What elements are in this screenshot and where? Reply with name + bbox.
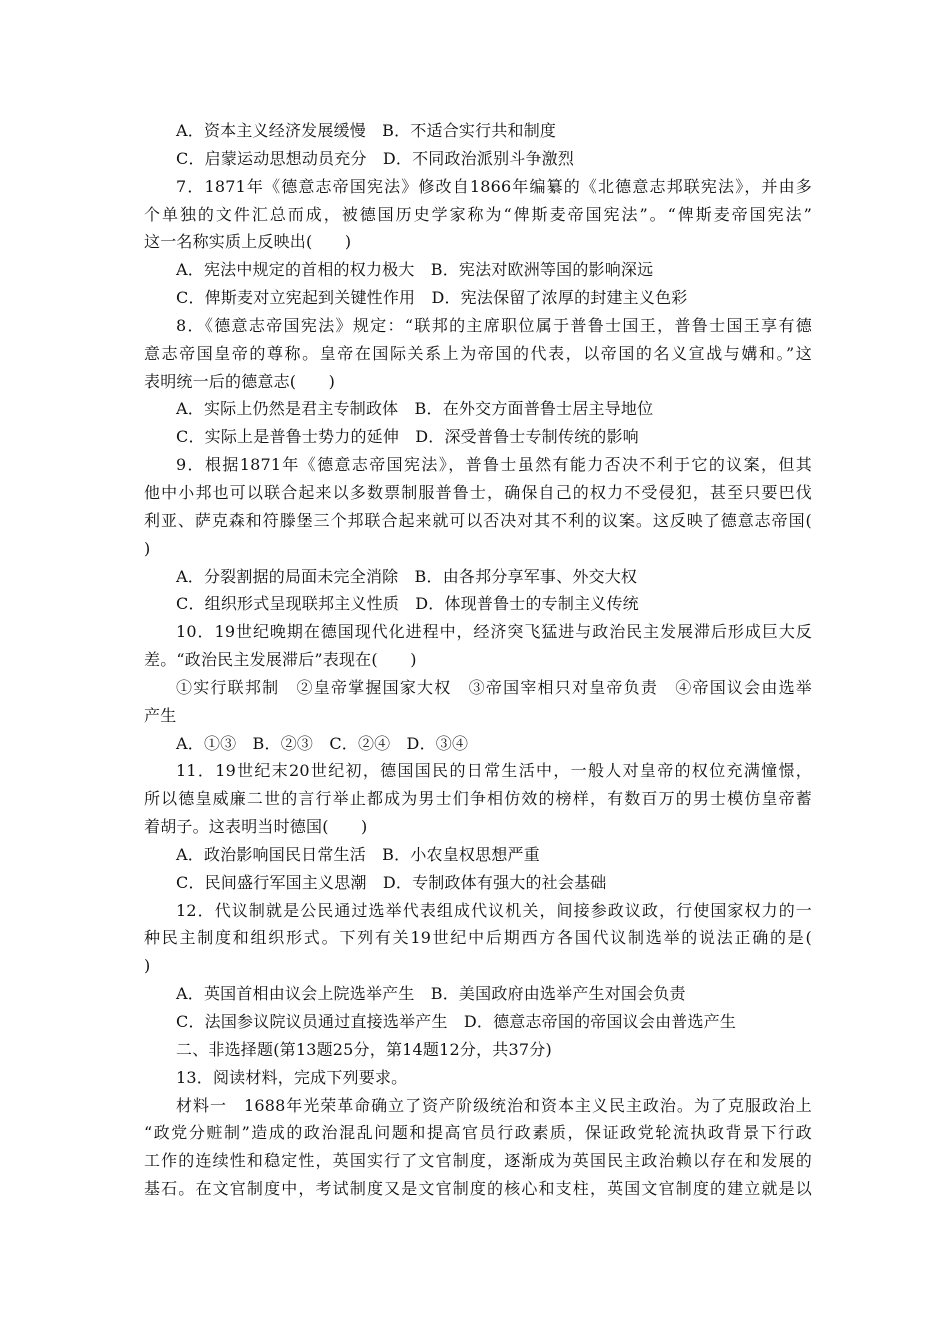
material-paragraph: 工作的连续性和稳定性，英国实行了文官制度，逐渐成为英国民主政治赖以存在和发展的 — [144, 1151, 812, 1171]
question-10-statements: ①实行联邦制 ②皇帝掌握国家大权 ③帝国宰相只对皇帝负责 ④帝国议会由选举 — [176, 677, 812, 697]
question-7-text: 这一名称实质上反映出( ) — [144, 232, 352, 252]
question-13-prompt: 13．阅读材料，完成下列要求。 — [176, 1067, 408, 1087]
option-line-c-d: C．组织形式呈现联邦主义性质 D．体现普鲁士的专制主义传统 — [176, 594, 639, 614]
question-11-text: 所以德皇威廉二世的言行举止都成为男士们争相仿效的榜样，有数百万的男士模仿皇帝蓄 — [144, 789, 812, 809]
question-11-text: 11．19世纪末20世纪初，德国国民的日常生活中，一般人对皇帝的权位充满憧憬， — [176, 761, 812, 781]
material-paragraph: “政党分赃制”造成的政治混乱问题和提高官员行政素质，保证政党轮流执政背景下行政 — [144, 1123, 812, 1143]
question-8-text: 意志帝国皇帝的尊称。皇帝在国际关系上为帝国的代表，以帝国的名义宣战与媾和。”这 — [144, 343, 812, 363]
option-line-a-b: A．政治影响国民日常生活 B．小农皇权思想严重 — [176, 844, 540, 864]
section-heading: 二、非选择题(第13题25分，第14题12分，共37分) — [176, 1039, 552, 1059]
question-9-text: 9．根据1871年《德意志帝国宪法》，普鲁士虽然有能力否决不利于它的议案，但其 — [176, 455, 812, 475]
question-9-text: ) — [144, 538, 151, 558]
option-line-a-b: A．资本主义经济发展缓慢 B．不适合实行共和制度 — [176, 121, 557, 140]
question-10-text: 10．19世纪晚期在德国现代化进程中，经济突飞猛进与政治民主发展滞后形成巨大反 — [176, 622, 812, 642]
question-7-text: 7．1871年《德意志帝国宪法》修改自1866年编纂的《北德意志邦联宪法》，并由多 — [176, 176, 812, 196]
question-12-text: ) — [144, 956, 151, 976]
question-9-text: 利亚、萨克森和符滕堡三个邦联合起来就可以否决对其不利的议案。这反映了德意志帝国( — [144, 510, 812, 530]
option-line-a-b: A．英国首相由议会上院选举产生 B．美国政府由选举产生对国会负责 — [176, 984, 686, 1004]
question-12-text: 12．代议制就是公民通过选举代表组成代议机关，间接参政议政，行使国家权力的一 — [176, 900, 812, 920]
question-8-text: 8．《德意志帝国宪法》规定：“联邦的主席职位属于普鲁士国王，普鲁士国王享有德 — [176, 315, 812, 335]
material-paragraph: 材料一 1688年光荣革命确立了资产阶级统治和资本主义民主政治。为了克服政治上 — [176, 1095, 812, 1115]
option-line-c-d: C．启蒙运动思想动员充分 D．不同政治派别斗争激烈 — [176, 148, 575, 168]
option-line-c-d: C．俾斯麦对立宪起到关键性作用 D．宪法保留了浓厚的封建主义色彩 — [176, 288, 688, 308]
exam-page-content — [144, 117, 812, 1203]
question-12-text: 种民主制度和组织形式。下列有关19世纪中后期西方各国代议制选举的说法正确的是( — [144, 928, 812, 948]
question-8-text: 表明统一后的德意志( ) — [144, 371, 336, 391]
question-11-text: 着胡子。这表明当时德国( ) — [144, 817, 368, 837]
question-10-statements: 产生 — [144, 705, 177, 725]
question-10-text: 差。“政治民主发展滞后”表现在( ) — [144, 650, 417, 670]
question-9-text: 他中小邦也可以联合起来以多数票制服普鲁士，确保自己的权力不受侵犯，甚至只要巴伐 — [144, 482, 812, 502]
option-line-c-d: C．实际上是普鲁士势力的延伸 D．深受普鲁士专制传统的影响 — [176, 427, 639, 447]
option-line-a-b: A．实际上仍然是君主专制政体 B．在外交方面普鲁士居主导地位 — [176, 399, 654, 419]
option-line-c-d: C．民间盛行军国主义思潮 D．专制政体有强大的社会基础 — [176, 872, 607, 892]
option-line-a-d: A．①③ B．②③ C．②④ D．③④ — [176, 733, 469, 753]
question-7-text: 个单独的文件汇总而成，被德国历史学家称为“俾斯麦帝国宪法”。“俾斯麦帝国宪法” — [144, 204, 812, 224]
option-line-a-b: A．分裂割据的局面未完全消除 B．由各邦分享军事、外交大权 — [176, 566, 638, 586]
material-paragraph: 基石。在文官制度中，考试制度又是文官制度的核心和支柱，英国文官制度的建立就是以 — [144, 1179, 812, 1199]
option-line-a-b: A．宪法中规定的首相的权力极大 B．宪法对欧洲等国的影响深远 — [176, 260, 654, 280]
option-line-c-d: C．法国参议院议员通过直接选举产生 D．德意志帝国的帝国议会由普选产生 — [176, 1012, 737, 1031]
